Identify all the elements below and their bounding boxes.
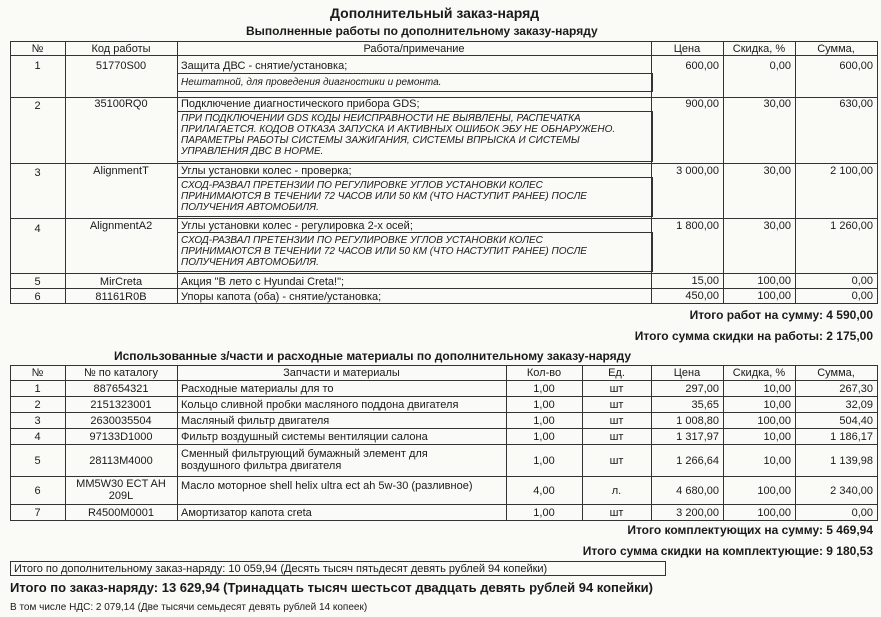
work-num: 1 <box>34 60 41 72</box>
parts-header-catalog: № по каталогу <box>83 367 159 379</box>
part-num: 1 <box>34 383 41 395</box>
part-num: 2 <box>34 399 41 411</box>
part-qty: 1,00 <box>533 399 555 411</box>
part-name: Кольцо сливной пробки масляного поддона двигателя <box>181 399 459 411</box>
part-price: 1 317,97 <box>676 431 719 443</box>
work-price: 900,00 <box>685 98 719 110</box>
work-num: 3 <box>34 167 41 179</box>
work-note: ПРИ ПОДКЛЮЧЕНИИ GDS КОДЫ НЕИСПРАВНОСТИ НЕ ВЫЯВЛЕНЫ, РАСПЕЧАТКА ПРИЛАГАЕТСЯ. КОДОВ ОТКАЗА ЗАПУСКА И АКТИВНЫХ ОШИБОК ЭБУ НЕ ОБНАРУЖЕНО. ПАРАМЕТРЫ РАБОТЫ СИСТЕМЫ ЗАЖИГАНИЯ, СИСТЕМЫ ВПРЫСКА И СИСТЕМЫ УПРАВЛЕНИЯ ДВС В НОРМЕ. <box>181 113 616 157</box>
work-note: Нештатной, для проведения диагностики и ремонта. <box>181 77 442 88</box>
work-note: СХОД-РАЗВАЛ ПРЕТЕНЗИИ ПО РЕГУЛИРОВКЕ УГЛОВ УСТАНОВКИ КОЛЕС ПРИНИМАЮТСЯ В ТЕЧЕНИИ 72 ЧАСОВ ИЛИ 50 КМ (ЧТО НАСТУПИТ РАНЕЕ) ПОСЛЕ ПОЛУЧЕНИЯ АВТОМОБИЛЯ. <box>181 180 587 213</box>
part-num: 3 <box>34 415 41 427</box>
part-sum: 1 139,98 <box>830 455 873 467</box>
work-name: Углы установки колес - регулировка 2-х осей; <box>181 220 413 232</box>
part-sum: 0,00 <box>851 507 873 519</box>
part-num: 6 <box>34 485 41 497</box>
work-code: AlignmentT <box>93 165 149 177</box>
part-catalog: R4500M0001 <box>87 507 155 519</box>
works-header-sum: Сумма, <box>817 43 855 55</box>
work-discount: 100,00 <box>757 275 791 287</box>
work-code: 35100RQ0 <box>94 98 148 110</box>
work-sum: 630,00 <box>839 98 873 110</box>
part-qty: 1,00 <box>533 507 555 519</box>
part-price: 3 200,00 <box>676 507 719 519</box>
work-name: Акция "В лето с Hyundai Creta!"; <box>181 276 345 288</box>
work-name: Углы установки колес - проверка; <box>181 165 352 177</box>
part-name: Масло моторное shell helix ultra ect ah 5w-30 (разливное) <box>181 480 473 492</box>
part-price: 1 008,80 <box>676 415 719 427</box>
part-price: 35,65 <box>691 399 719 411</box>
part-unit: шт <box>609 455 624 467</box>
grand-total: Итого по заказ-наряду: 13 629,94 (Тринадцать тысяч шестьсот двадцать девять рублей 94 копейки) <box>10 580 653 595</box>
part-unit: шт <box>609 431 624 443</box>
work-code: AlignmentA2 <box>89 220 153 232</box>
work-num: 2 <box>34 100 41 112</box>
work-price: 1 800,00 <box>676 220 719 232</box>
parts-total: Итого комплектующих на сумму: 5 469,94 <box>627 523 873 537</box>
work-code: 81161R0B <box>95 291 147 303</box>
part-unit: л. <box>611 485 622 497</box>
work-code: 51770S00 <box>95 60 147 72</box>
part-name: Сменный фильтрующий бумажный элемент для воздушного фильтра двигателя <box>181 448 428 472</box>
part-price: 4 680,00 <box>676 485 719 497</box>
part-qty: 1,00 <box>533 415 555 427</box>
work-name: Защита ДВС - снятие/установка; <box>181 60 348 72</box>
part-unit: шт <box>609 507 624 519</box>
parts-section-title: Использованные з/части и расходные материалы по дополнительному заказу-наряду <box>114 349 632 363</box>
subtotal-box <box>10 561 666 576</box>
works-section-title: Выполненные работы по дополнительному заказу-наряду <box>246 24 598 38</box>
part-sum: 1 186,17 <box>830 431 873 443</box>
part-discount: 100,00 <box>757 507 791 519</box>
part-catalog: 28113M4000 <box>89 455 153 467</box>
part-discount: 100,00 <box>757 415 791 427</box>
work-sum: 2 100,00 <box>830 165 873 177</box>
part-name: Фильтр воздушный системы вентиляции салона <box>181 431 428 443</box>
part-num: 7 <box>34 507 41 519</box>
part-qty: 1,00 <box>533 455 555 467</box>
part-catalog: 97133D1000 <box>89 431 153 443</box>
subtotal-text: Итого по дополнительному заказ-наряду: 10 059,94 (Десять тысяч пятьдесят девять рублей 94 копейки) <box>14 563 548 575</box>
parts-header-discount: Скидка, % <box>732 367 786 379</box>
work-price: 15,00 <box>691 275 719 287</box>
work-num: 5 <box>34 276 41 288</box>
work-sum: 0,00 <box>851 275 873 287</box>
part-sum: 504,40 <box>839 415 873 427</box>
part-price: 297,00 <box>685 383 719 395</box>
work-discount: 30,00 <box>763 220 791 232</box>
part-discount: 100,00 <box>757 485 791 497</box>
part-sum: 32,09 <box>845 399 873 411</box>
part-price: 1 266,64 <box>676 455 719 467</box>
work-num: 4 <box>34 223 41 235</box>
work-sum: 1 260,00 <box>830 220 873 232</box>
part-unit: шт <box>609 399 624 411</box>
part-qty: 4,00 <box>533 485 555 497</box>
works-header-code: Код работы <box>91 43 151 55</box>
part-discount: 10,00 <box>763 383 791 395</box>
part-unit: шт <box>609 383 624 395</box>
part-num: 5 <box>34 455 41 467</box>
part-sum: 2 340,00 <box>830 485 873 497</box>
part-catalog: 887654321 <box>93 383 149 395</box>
parts-header-sum: Сумма, <box>817 367 855 379</box>
part-name: Расходные материалы для то <box>181 383 334 395</box>
part-discount: 10,00 <box>763 399 791 411</box>
work-discount: 0,00 <box>769 60 791 72</box>
work-sum: 0,00 <box>851 290 873 302</box>
document-title: Дополнительный заказ-наряд <box>330 5 540 21</box>
part-name: Масляный фильтр двигателя <box>181 415 330 427</box>
parts-header-qty: Кол-во <box>526 367 562 379</box>
parts-header-name: Запчасти и материалы <box>283 367 400 379</box>
work-code: MirCreta <box>99 276 143 288</box>
part-sum: 267,30 <box>839 383 873 395</box>
parts-header-unit: Ед. <box>608 367 625 379</box>
works-header-work: Работа/примечание <box>363 43 465 55</box>
works-header-price: Цена <box>673 43 701 55</box>
work-sum: 600,00 <box>839 60 873 72</box>
work-name: Подключение диагностического прибора GDS; <box>181 98 420 110</box>
vat-line: В том числе НДС: 2 079,14 (Две тысячи семьдесят девять рублей 14 копеек) <box>10 602 368 613</box>
works-header-discount: Скидка, % <box>732 43 786 55</box>
part-name: Амортизатор капота creta <box>181 507 312 519</box>
part-qty: 1,00 <box>533 431 555 443</box>
part-num: 4 <box>34 431 41 443</box>
work-discount: 30,00 <box>763 165 791 177</box>
part-catalog: 2630035504 <box>90 415 152 427</box>
part-catalog: 2151323001 <box>90 399 152 411</box>
work-discount: 100,00 <box>757 290 791 302</box>
parts-header-num: № <box>31 367 44 379</box>
part-discount: 10,00 <box>763 455 791 467</box>
parts-total-discount: Итого сумма скидки на комплектующие: 9 180,53 <box>582 544 873 558</box>
work-note: СХОД-РАЗВАЛ ПРЕТЕНЗИИ ПО РЕГУЛИРОВКЕ УГЛОВ УСТАНОВКИ КОЛЕС ПРИНИМАЮТСЯ В ТЕЧЕНИИ 72 ЧАСОВ ИЛИ 50 КМ (ЧТО НАСТУПИТ РАНЕЕ) ПОСЛЕ ПОЛУЧЕНИЯ АВТОМОБИЛЯ. <box>181 235 587 268</box>
part-discount: 10,00 <box>763 431 791 443</box>
works-total-discount: Итого сумма скидки на работы: 2 175,00 <box>634 329 873 343</box>
work-price: 600,00 <box>685 60 719 72</box>
work-num: 6 <box>34 291 41 303</box>
works-header-num: № <box>31 43 44 55</box>
work-discount: 30,00 <box>763 98 791 110</box>
parts-header-price: Цена <box>673 367 701 379</box>
part-catalog: MM5W30 ECT AH 209L <box>76 478 166 502</box>
work-price: 3 000,00 <box>676 165 719 177</box>
work-name: Упоры капота (оба) - снятие/установка; <box>181 291 382 303</box>
work-price: 450,00 <box>685 290 719 302</box>
part-unit: шт <box>609 415 624 427</box>
works-total: Итого работ на сумму: 4 590,00 <box>689 308 873 322</box>
part-qty: 1,00 <box>533 383 555 395</box>
